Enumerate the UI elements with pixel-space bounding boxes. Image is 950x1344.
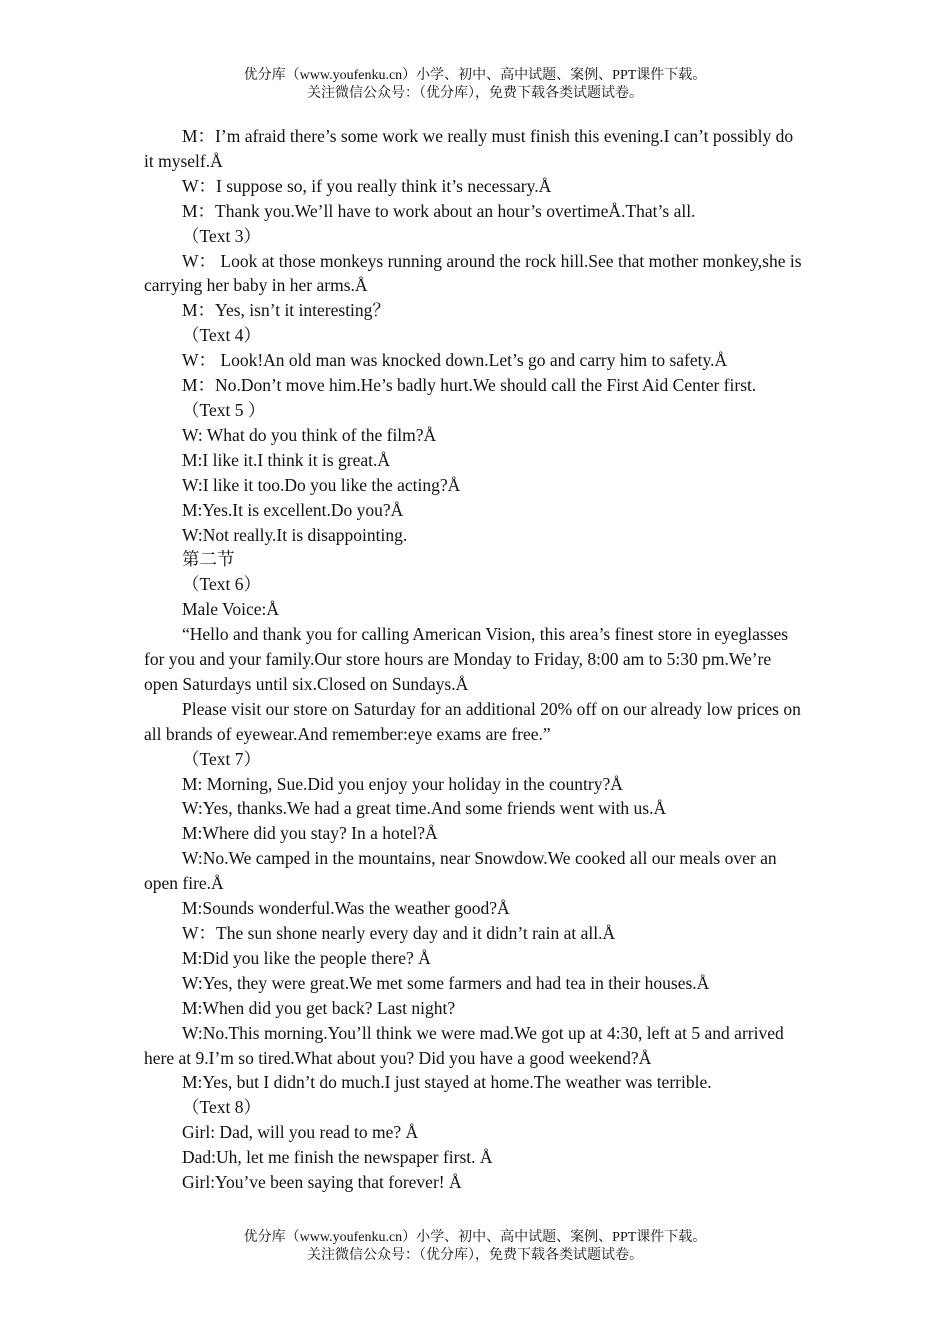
paragraph: Girl:You’ve been saying that forever! Å: [182, 1172, 462, 1193]
paragraph: W：I suppose so, if you really think it’s necessary.Å: [182, 175, 552, 196]
paragraph: Male Voice:Å: [182, 599, 280, 620]
paragraph: W:I like it too.Do you like the acting?Å: [182, 474, 461, 495]
paragraph: W:Not really.It is disappointing.: [182, 524, 408, 545]
paragraph: M:I like it.I think it is great.Å: [182, 449, 391, 470]
paragraph: M：I’m afraid there’s some work we really must finish this evening.I can’t possibly do it myself.Å: [144, 126, 794, 171]
page-header: [0, 67, 950, 103]
header-line-2: 关注微信公众号：（优分库），免费下载各类试题试卷。: [307, 86, 643, 101]
paragraph: M:Yes, but I didn’t do much.I just stayed at home.The weather was terrible.: [182, 1072, 712, 1093]
page-footer: [0, 1229, 950, 1265]
paragraph: M:Sounds wonderful.Was the weather good?Å: [182, 898, 510, 919]
paragraph: W： Look!An old man was knocked down.Let’s go and carry him to safety.Å: [182, 350, 728, 371]
paragraph: W： Look at those monkeys running around the rock hill.See that mother monkey,she is carrying her baby in her arms.Å: [144, 250, 802, 296]
footer-line-1: 优分库（www.youfenku.cn）小学、初中、高中试题、案例、PPT课件下载。: [243, 1230, 707, 1245]
paragraph: W: What do you think of the film?Å: [182, 424, 437, 445]
paragraph: M：Thank you.We’ll have to work about an hour’s overtimeÅ.That’s all.: [182, 200, 696, 221]
paragraph: Dad:Uh, let me finish the newspaper first. Å: [182, 1147, 493, 1168]
paragraph: “Hello and thank you for calling American Vision, this area’s finest store in eyeglasses for you and your family.Our store hours are Monday to Friday, 8:00 am to 5:30 pm.We’re open Saturdays until six.Closed on Sundays.Å: [144, 624, 789, 694]
section-heading: 第二节: [182, 549, 235, 570]
paragraph: Please visit our store on Saturday for an additional 20% off on our already low prices on all brands of eyewear.And remember:eye exams are free.”: [144, 698, 801, 744]
paragraph: M:Yes.It is excellent.Do you?Å: [182, 499, 404, 520]
paragraph: M: Morning, Sue.Did you enjoy your holiday in the country?Å: [182, 773, 623, 794]
paragraph: W:Yes, they were great.We met some farmers and had tea in their houses.Å: [182, 972, 710, 993]
paragraph: M:Did you like the people there? Å: [182, 947, 431, 968]
paragraph: W:No.We camped in the mountains, near Snowdow.We cooked all our meals over an open fire.Å: [144, 848, 777, 894]
paragraph: M：Yes, isn’t it interesting？: [182, 300, 390, 321]
footer-line-2: 关注微信公众号：（优分库），免费下载各类试题试卷。: [307, 1248, 643, 1263]
section-label: （Text 8）: [182, 1097, 261, 1118]
paragraph: M：No.Don’t move him.He’s badly hurt.We should call the First Aid Center first.: [182, 375, 757, 396]
paragraph: W:No.This morning.You’ll think we were mad.We got up at 4:30, left at 5 and arrived here at 9.I’m so tired.What about you? Did you have a good weekend?Å: [144, 1022, 784, 1068]
paragraph: W:Yes, thanks.We had a great time.And some friends went with us.Å: [182, 798, 667, 819]
section-label: （Text 7）: [182, 748, 261, 769]
paragraph: M:Where did you stay? In a hotel?Å: [182, 823, 438, 844]
section-label: （Text 5 ）: [182, 399, 266, 420]
section-label: （Text 3）: [182, 225, 261, 246]
section-label: （Text 4）: [182, 325, 261, 346]
header-line-1: 优分库（www.youfenku.cn）小学、初中、高中试题、案例、PPT课件下载。: [243, 68, 707, 83]
paragraph: W：The sun shone nearly every day and it didn’t rain at all.Å: [182, 923, 616, 943]
section-label: （Text 6）: [182, 574, 261, 595]
paragraph: M:When did you get back? Last night?: [182, 997, 456, 1018]
transcript-body: [144, 124, 806, 1195]
paragraph: Girl: Dad, will you read to me? Å: [182, 1122, 419, 1143]
